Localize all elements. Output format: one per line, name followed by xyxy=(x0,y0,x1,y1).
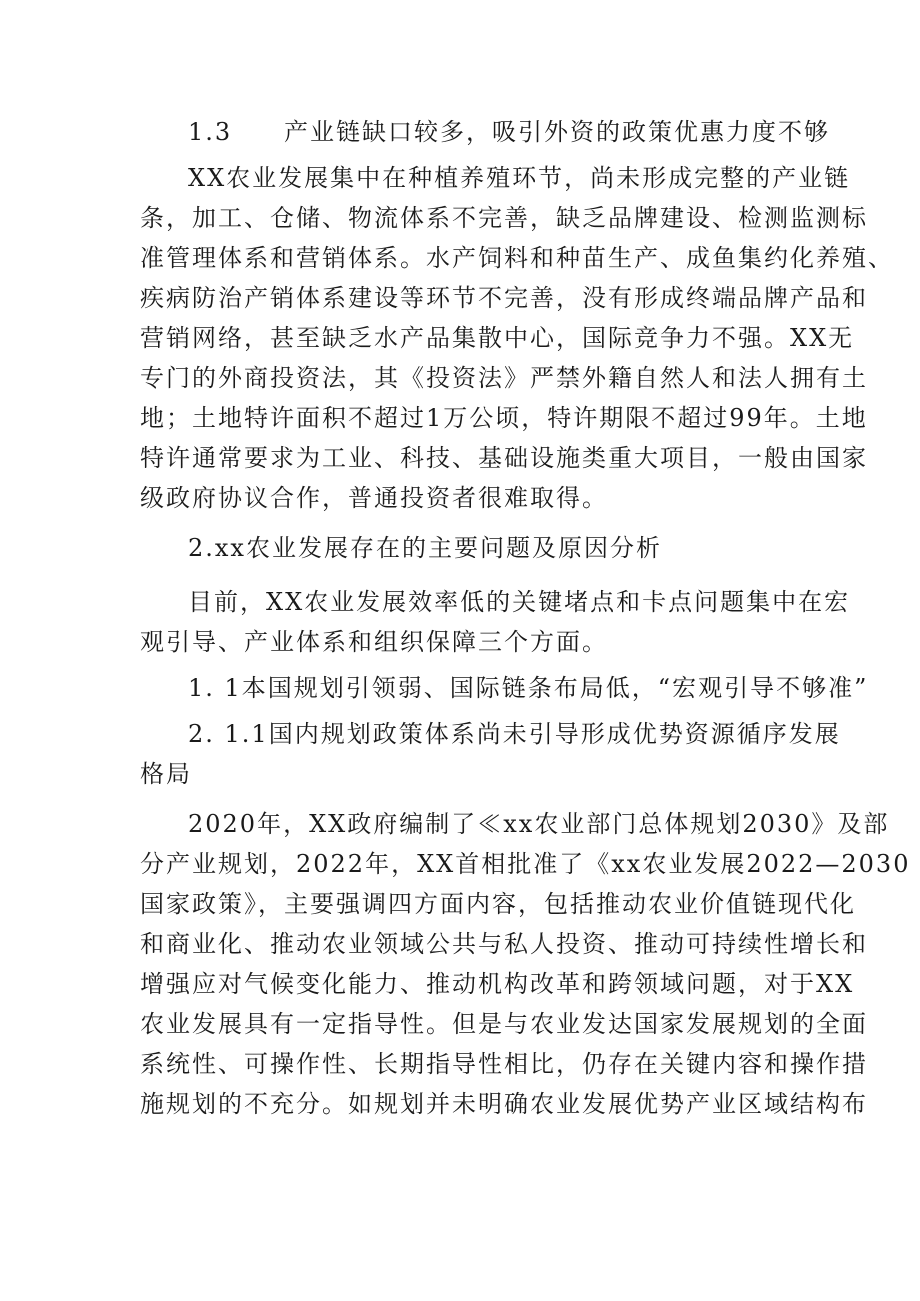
paragraph-line: 系统性、可操作性、长期指导性相比，仍存在关键内容和操作措 xyxy=(140,1050,868,1078)
paragraph-line: 国家政策》，主要强调四方面内容，包括推动农业价值链现代化 xyxy=(140,890,856,918)
paragraph-line: 施规划的不充分。如规划并未明确农业发展优势产业区域结构布 xyxy=(140,1090,868,1118)
section-number: 1.3 xyxy=(188,118,233,146)
document-body xyxy=(140,112,911,1124)
paragraph-line: 准管理体系和营销体系。水产饲料和种苗生产、成鱼集约化养殖、 xyxy=(140,244,894,272)
paragraph-line: 营销网络，甚至缺乏水产品集散中心，国际竞争力不强。XX无 xyxy=(140,324,855,352)
paragraph-line: 地；土地特许面积不超过1万公顷，特许期限不超过99年。土地 xyxy=(140,404,868,432)
paragraph-line: 增强应对气候变化能力、推动机构改革和跨领域问题，对于XX xyxy=(140,970,855,998)
paragraph-line: 2020年，XX政府编制了≪xx农业部门总体规划2030》及部 xyxy=(188,810,890,838)
paragraph-line: 专门的外商投资法，其《投资法》严禁外籍自然人和法人拥有土 xyxy=(140,364,868,392)
paragraph-line: 观引导、产业体系和组织保障三个方面。 xyxy=(140,628,608,656)
paragraph-line: 目前，XX农业发展效率低的关键堵点和卡点问题集中在宏 xyxy=(188,588,851,616)
section-heading-2: 2.xx农业发展存在的主要问题及原因分析 xyxy=(188,534,662,562)
section-heading-2-1-1-cont: 格局 xyxy=(140,760,192,788)
paragraph-line: 疾病防治产销体系建设等环节不完善，没有形成终端品牌产品和 xyxy=(140,284,868,312)
paragraph-line: 农业发展具有一定指导性。但是与农业发达国家发展规划的全面 xyxy=(140,1010,868,1038)
section-heading-1-3 xyxy=(140,112,830,152)
paragraph-line: 条，加工、仓储、物流体系不完善，缺乏品牌建设、检测监测标 xyxy=(140,204,868,232)
paragraph-line: XX农业发展集中在种植养殖环节，尚未形成完整的产业链 xyxy=(188,164,851,192)
paragraph-line: 特许通常要求为工业、科技、基础设施类重大项目，一般由国家 xyxy=(140,444,868,472)
paragraph-line: 分产业规划，2022年，XX首相批准了《xx农业发展2022—2030 xyxy=(140,850,911,878)
section-title: 产业链缺口较多，吸引外资的政策优惠力度不够 xyxy=(284,118,830,146)
section-heading-1-1: 1. 1本国规划引领弱、国际链条布局低，“宏观引导不够准” xyxy=(188,674,869,702)
paragraph-line: 级政府协议合作，普通投资者很难取得。 xyxy=(140,484,608,512)
section-heading-2-1-1: 2. 1.1国内规划政策体系尚未引导形成优势资源循序发展 xyxy=(188,720,841,748)
paragraph-line: 和商业化、推动农业领域公共与私人投资、推动可持续性增长和 xyxy=(140,930,868,958)
